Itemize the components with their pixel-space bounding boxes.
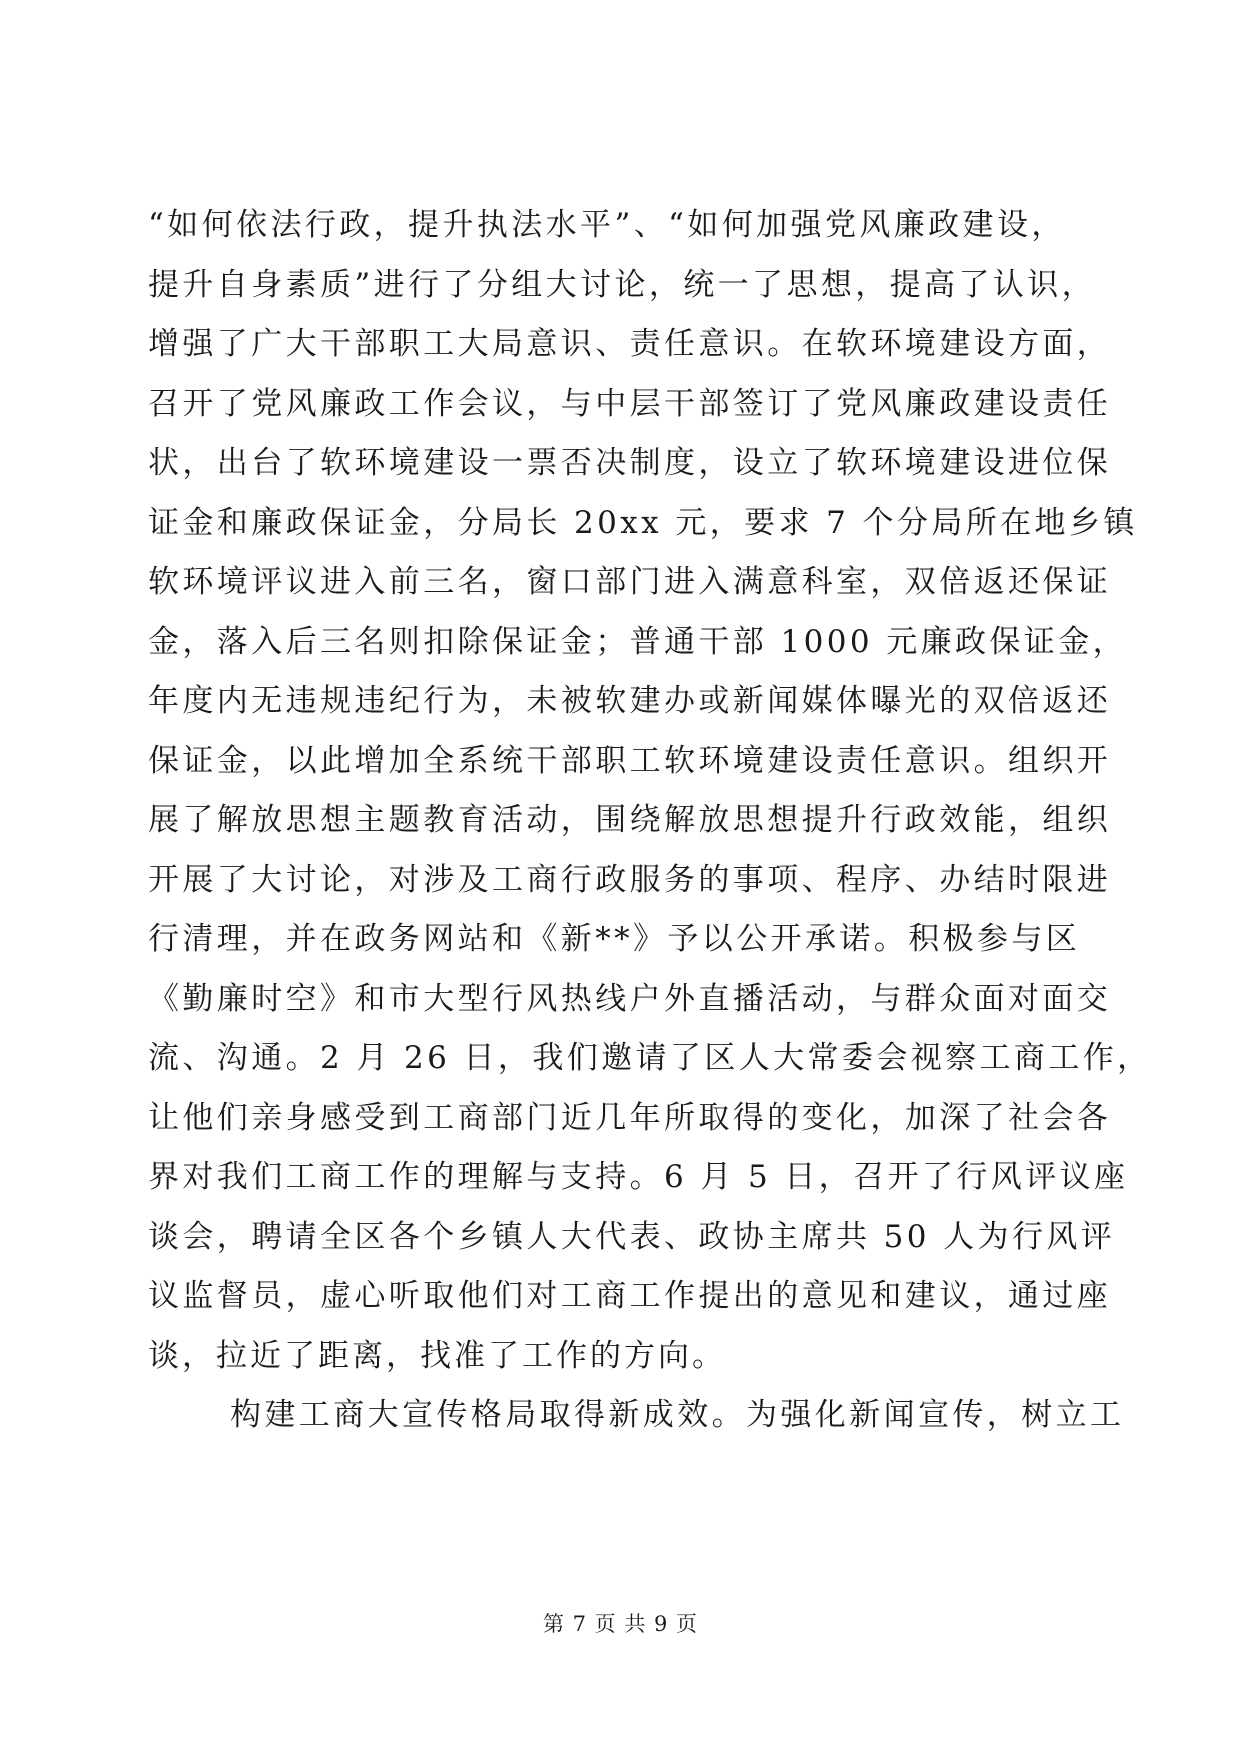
page-footer	[0, 1608, 1241, 1638]
text-line: 谈，拉近了距离，找准了工作的方向。	[148, 1337, 726, 1374]
text-line: 让他们亲身感受到工商部门近几年所取得的变化，加深了社会各	[148, 1099, 1112, 1136]
document-body	[148, 196, 1152, 1446]
text-line: 开展了大讨论，对涉及工商行政服务的事项、程序、办结时限进	[148, 861, 1112, 898]
text-line: 金，落入后三名则扣除保证金；普通干部 1000 元廉政保证金，	[148, 623, 1127, 660]
text-line: 议监督员，虚心听取他们对工商工作提出的意见和建议，通过座	[148, 1278, 1112, 1314]
text-line: 流、沟通。2 月 26 日，我们邀请了区人大常委会视察工商工作，	[148, 1040, 1152, 1076]
text-line: 《勤廉时空》和市大型行风热线户外直播活动，与群众面对面交	[148, 980, 1112, 1017]
text-line: 召开了党风廉政工作会议，与中层干部签订了党风廉政建设责任	[148, 385, 1112, 422]
text-line: 软环境评议进入前三名，窗口部门进入满意科室，双倍返还保证	[148, 564, 1112, 600]
text-line: 构建工商大宣传格局取得新成效。为强化新闻宣传，树立工	[230, 1397, 1125, 1433]
paragraph-1	[148, 196, 1152, 1386]
text-line: 行清理，并在政务网站和《新**》予以公开承诺。积极参与区	[148, 921, 1081, 957]
text-line: 展了解放思想主题教育活动，围绕解放思想提升行政效能，组织	[148, 802, 1112, 838]
text-line: 提升自身素质”进行了分组大讨论，统一了思想，提高了认识，	[148, 266, 1097, 303]
text-line: 界对我们工商工作的理解与支持。6 月 5 日，召开了行风评议座	[148, 1159, 1129, 1195]
text-line: 保证金，以此增加全系统干部职工软环境建设责任意识。组织开	[148, 742, 1112, 779]
text-line: 证金和廉政保证金，分局长 20xx 元，要求 7 个分局所在地乡镇	[148, 504, 1138, 541]
paragraph-2	[148, 1386, 1125, 1446]
text-line: 增强了广大干部职工大局意识、责任意识。在软环境建设方面，	[148, 326, 1112, 362]
text-line: 谈会，聘请全区各个乡镇人大代表、政协主席共 50 人为行风评	[148, 1218, 1116, 1255]
page-number: 第 7 页 共 9 页	[542, 1612, 699, 1636]
text-line: 年度内无违规违纪行为，未被软建办或新闻媒体曝光的双倍返还	[148, 683, 1112, 719]
text-line: 状，出台了软环境建设一票否决制度，设立了软环境建设进位保	[148, 445, 1112, 481]
text-line: “如何依法行政，提升执法水平”、“如何加强党风廉政建设，	[148, 207, 1066, 243]
